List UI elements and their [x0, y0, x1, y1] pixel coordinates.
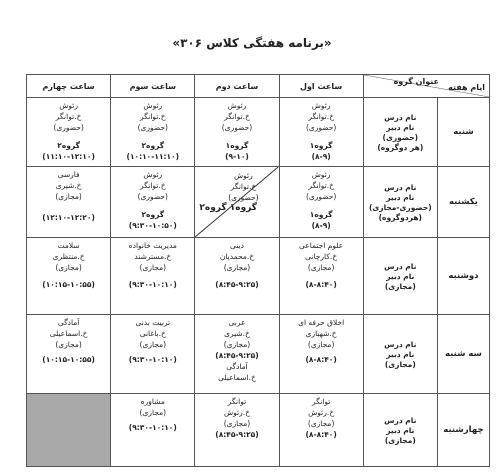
- mode-label: (مجازی): [223, 263, 251, 272]
- day-cell: دوشنبه: [437, 238, 489, 315]
- time-range: (۱۰:۱۵-۱۰:۵۵): [42, 280, 95, 289]
- time-range: (۸:۴۵-۹:۲۵): [215, 351, 259, 360]
- info-line: نام دبیر: [386, 272, 415, 281]
- mode-label: (مجازی): [139, 263, 167, 272]
- teacher-name: خ.کارچانی: [305, 252, 338, 261]
- info-cell: [363, 238, 437, 315]
- mode-label: (مجازی): [55, 192, 82, 201]
- info-line: نام درس: [384, 113, 417, 122]
- info-cell: [363, 167, 437, 238]
- slot-header-1: ساعت اول: [279, 75, 363, 98]
- info-line: (حضوری): [382, 133, 419, 142]
- slot-header-2: ساعت دوم: [195, 75, 279, 98]
- course-name: تربیت بدنی: [135, 318, 171, 327]
- class-cell: [195, 238, 279, 315]
- class-cell: [279, 98, 363, 167]
- info-cell: [363, 394, 437, 467]
- info-line: نام درس: [384, 340, 417, 349]
- group-label: گروه۱: [229, 203, 258, 213]
- teacher-name: خ.مسترشند: [134, 252, 172, 261]
- group-title-label: عنوان گروه: [393, 77, 439, 86]
- course-name: رئوش: [311, 101, 331, 110]
- table-row: [27, 315, 490, 394]
- mode-label: (حضوری): [305, 192, 337, 201]
- mode-label: (مجازی): [55, 340, 82, 349]
- course-name: توانگر: [227, 397, 247, 406]
- teacher-name: خ.اسماعیلی: [218, 373, 256, 382]
- group-label: گروه۲: [141, 141, 165, 150]
- course-name: رئوش: [143, 170, 163, 179]
- mode-label: (مجازی): [307, 340, 335, 349]
- header-row: [27, 75, 490, 98]
- course-name: مشاوره: [140, 397, 165, 406]
- teacher-name: خ.توانگر: [230, 182, 257, 191]
- time-range: (۸-۸:۴۰): [305, 430, 337, 439]
- info-cell: [363, 98, 437, 167]
- teacher-name: خ.توانگر: [55, 112, 82, 121]
- day-cell: شنبه: [437, 98, 489, 167]
- class-cell: [27, 238, 111, 315]
- info-line: (مجازی): [384, 436, 416, 445]
- teacher-name: خ.باغانی: [139, 329, 166, 338]
- course-name: عربی: [228, 318, 246, 327]
- course-name: رئوش: [143, 101, 163, 110]
- day-cell: سه شنبه: [437, 315, 489, 394]
- class-cell: [27, 98, 111, 167]
- split-class-cell: [195, 167, 279, 238]
- info-line: (مجازی): [384, 360, 416, 369]
- time-range: (۱۰:۱۰-۱۱:۱۰): [126, 152, 180, 161]
- course-name: رئوش: [227, 101, 247, 110]
- page-title: «برنامه هفتگی کلاس ۳۰۶»: [172, 36, 332, 50]
- slot-header-3: ساعت سوم: [111, 75, 195, 98]
- table-row: [27, 394, 490, 467]
- teacher-name: خ.توانگر: [308, 112, 334, 121]
- info-line: نام دبیر: [386, 123, 415, 132]
- time-range: (۹:۳۰-۱۰:۵۰): [128, 221, 177, 230]
- time-range: (۱۱:۱۰-۱۲:۱۰): [42, 152, 95, 161]
- mode-label: (مجازی): [307, 263, 335, 272]
- class-cell: [111, 394, 195, 467]
- course-name: رئوش: [59, 101, 78, 110]
- course-name: آمادگی: [57, 318, 80, 327]
- time-range: (۹:۳۰-۱۰:۱۰): [128, 280, 177, 289]
- class-cell: [27, 315, 111, 394]
- course-name: سلامت: [57, 241, 80, 250]
- table-row: [27, 238, 490, 315]
- time-range: (۸:۴۵-۹:۲۵): [215, 280, 259, 289]
- mode-label: (حضوری): [221, 123, 253, 132]
- teacher-name: خ.توانگر: [224, 112, 250, 121]
- table-row: [27, 167, 490, 238]
- course-name: دینی: [230, 241, 244, 250]
- teacher-name: خ.توانگر: [308, 181, 334, 190]
- time-range: (۹:۳۰-۱۰:۱۰): [128, 423, 177, 432]
- info-line: (هردوگروه): [378, 213, 422, 222]
- day-cell: یکشنبه: [437, 167, 489, 238]
- group-label: گروه۱: [309, 210, 333, 219]
- mode-label: (حضوری): [53, 123, 84, 132]
- time-range: (۸-۹): [311, 152, 331, 161]
- course-name: اخلاق حرفه ای: [298, 318, 345, 327]
- class-cell: [195, 394, 279, 467]
- group-label: گروه۲: [57, 141, 80, 150]
- mode-label: (مجازی): [307, 419, 335, 428]
- group-label: گروه۱: [309, 141, 333, 150]
- class-cell: [27, 167, 111, 238]
- group-label: گروه۲: [199, 203, 227, 213]
- time-range: (۹:۳۰-۱۰:۱۰): [128, 355, 177, 364]
- teacher-name: خ.محمدیان: [219, 252, 255, 261]
- class-cell: [195, 315, 279, 394]
- class-cell: [195, 98, 279, 167]
- day-cell: چهارشنبه: [437, 394, 489, 467]
- slot-header-4: ساعت چهارم: [27, 75, 111, 98]
- course-name: توانگر: [311, 397, 331, 406]
- mode-label: (مجازی): [139, 340, 167, 349]
- weekdays-label: ایام هفته: [448, 83, 485, 92]
- course-name: علوم اجتماعی: [299, 241, 344, 250]
- time-range: (۸-۸:۴۰): [305, 280, 337, 289]
- class-cell: [111, 167, 195, 238]
- class-cell: [111, 98, 195, 167]
- group-label: گروه۲: [141, 210, 165, 219]
- mode-label: (حضوری): [137, 192, 168, 201]
- info-line: (حضوری-مجازی): [368, 203, 432, 212]
- class-cell: [111, 315, 195, 394]
- course-name: رئوش: [311, 170, 331, 179]
- mode-label: (مجازی): [223, 419, 251, 428]
- teacher-name: خ.توانگر: [139, 181, 166, 190]
- course-name: آمادگی: [226, 362, 248, 371]
- info-line: نام دبیر: [386, 350, 415, 359]
- course-name: مدیریت خانواده: [128, 241, 177, 250]
- mode-label: (مجازی): [139, 408, 167, 417]
- teacher-name: خ.رئوش: [308, 408, 335, 417]
- table-row: [27, 98, 490, 167]
- class-cell: [279, 238, 363, 315]
- mode-label: (حضوری): [228, 193, 259, 202]
- teacher-name: خ.منتظری: [52, 252, 85, 261]
- class-cell: [279, 394, 363, 467]
- info-line: نام درس: [384, 416, 417, 425]
- time-range: (۱۰:۱۵-۱۰:۵۵): [42, 355, 95, 364]
- time-range: (۸:۴۵-۹:۲۵): [215, 430, 259, 439]
- info-line: (هر دوگروه): [377, 143, 424, 152]
- mode-label: (مجازی): [223, 340, 251, 349]
- teacher-name: خ.توانگر: [139, 112, 166, 121]
- group-label: گروه۱: [225, 141, 249, 150]
- info-cell: [363, 315, 437, 394]
- info-line: نام دبیر: [386, 193, 415, 202]
- time-range: (۹-۱۰): [225, 152, 249, 161]
- class-cell: [279, 315, 363, 394]
- schedule-table: [26, 74, 490, 467]
- info-line: نام دبیر: [386, 426, 415, 435]
- teacher-name: خ.شهبازی: [305, 329, 337, 338]
- time-range: (۸-۸:۴۰): [305, 355, 337, 364]
- mode-label: (حضوری): [137, 123, 168, 132]
- corner-header: [363, 75, 489, 98]
- mode-label: (حضوری): [305, 123, 337, 132]
- course-name: فارسی: [57, 170, 80, 179]
- teacher-name: خ.شیری: [55, 181, 82, 190]
- teacher-name: خ.شیری: [224, 329, 250, 338]
- time-range: (۱۲:۱۰-۱۲:۲۰): [42, 213, 95, 222]
- class-cell: [279, 167, 363, 238]
- mode-label: (مجازی): [55, 263, 82, 272]
- empty-cell: [27, 394, 111, 467]
- teacher-name: خ.رئوش: [223, 408, 250, 417]
- time-range: (۸-۹): [311, 221, 331, 230]
- info-line: نام درس: [384, 183, 417, 192]
- course-name: رئوش: [234, 171, 253, 180]
- teacher-name: خ.اسماعیلی: [49, 329, 88, 338]
- info-line: نام درس: [384, 262, 417, 271]
- class-cell: [111, 238, 195, 315]
- info-line: (مجازی): [384, 282, 416, 291]
